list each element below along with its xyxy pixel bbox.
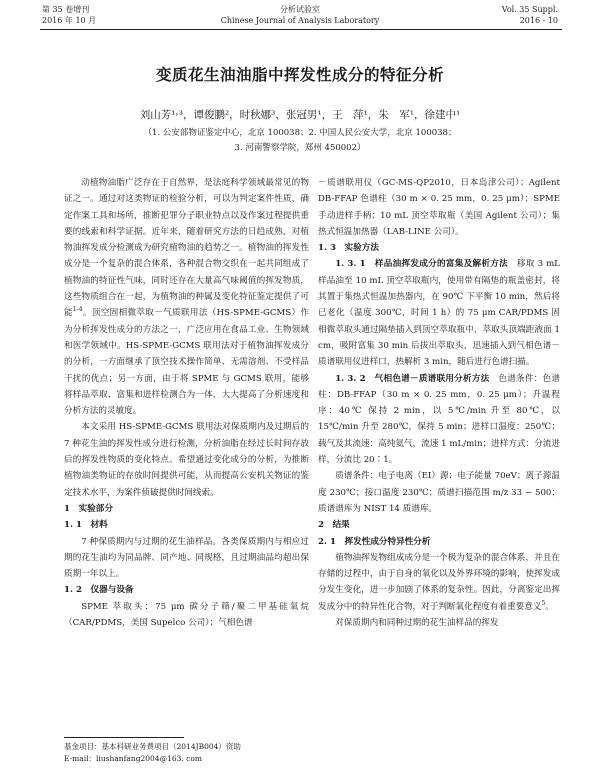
right-column [318,175,560,631]
header-journal-en: Chinese Journal of Analysis Laboratory [220,16,380,25]
footnote-funding: 基金项目：基本科研业务费项目（2014JB004）资助 [64,742,241,751]
header-divider [40,29,562,30]
header-issue-date: 2016 - 10 [519,16,558,25]
header-volume-line: 第 35 卷增刊 [42,5,90,14]
header-date-line: 2016 年 10 月 [42,16,97,25]
materials-paragraph: 7 种保质期内与过期的花生油样品。各类保质期内与相应过期的花生油均为同品牌、同产地、同规格，且过期油品均超出保质期一年以上。 [64,536,309,580]
subsection-heading-instruments: 1. 2 仪器与设备 [64,585,134,596]
ms-conditions-paragraph: 质谱条件：电子电离（EI）源；电子能量 70eV；离子源温度 230℃；接口温度 230℃；质谱扫描范围 m/z 33 ~ 500；质谱谱库为 NIST 14 质谱库。 [318,471,560,514]
method-gcms-paragraph [318,371,560,469]
affiliation-line-1: （1. 公安部物证鉴定中心，北京 100038；2. 中国人民公安大学，北京 100038； [143,128,457,138]
method-enrichment-title: 1. 3. 1 样品油挥发成分的富集及解析方法 [335,259,508,270]
subsection-heading-specificity: 2. 1 挥发性成分特异性分析 [318,536,431,547]
header-issue-line: Vol. 35 Suppl. [501,5,558,14]
intro-paragraph [64,175,309,419]
intro-text-tail: 。顶空固相微萃取－气质联用法（HS-SPME-GCMS）作为分析挥发性成分的方法之一，广泛应用在食品工业、生物领域和医学领域中。HS-SPME-GCMS 联用法对于植物油挥发成分的分析，一方面继承了顶空技术操作简单、无需溶剂、不受样品干扰的优点；另一方面，由于将 SPME 与 GCMS 联用，能够将样品萃取、富集和进样检测合为一体，大大提高了分析速度和分析方法的灵敏度。 [64,308,309,417]
affiliation-line-2: 3. 河南警察学院，郑州 450002） [234,143,366,153]
header-journal-cn: 分析试验室 [280,5,320,14]
comparison-paragraph: 对保质期内和同种过期的花生油样品的挥发 [335,618,499,629]
method-gcms-text: 色谱条件：色谱柱：DB-FFAP（30 m × 0. 25 mm，0. 25 μm）；升温程序：40℃ 保持 2 min，以 5℃/min 升至 80℃，以 15℃/min 升至 280℃，保持 5 min；进样口温度：250℃；载气及其流速：高纯氦气，流速 1 mL/min；进样方式：分流进样，分流比 20∶1。 [318,373,560,466]
method-enrichment-paragraph [318,256,560,370]
subsection-heading-methods: 1. 3 实验方法 [318,243,379,254]
specificity-paragraph [318,550,560,615]
section-heading-results: 2 结果 [318,520,350,531]
instruments-continued: －质谱联用仪（GC-MS-QP2010，日本岛津公司）；Agilent DB-FFAP 色谱柱（30 m × 0. 25 mm，0. 25 μm）；SPME 手动进样手柄；10 mL 顶空萃取瓶（美国 Agilent 公司）；集热式恒温加热器（LAB-LINE 公司）。 [318,178,560,237]
aim-paragraph: 本文采用 HS-SPME-GCMS 联用法对保质期内及过期后的 7 种花生油的挥发性成分进行检测，分析油脂在经过长时间存放后的挥发性物质的变化特点。希望通过变化成分的分析，为推断植物油类物证的存放时间提供可能，从而提高公安机关物证的鉴定技术水平，为案件侦破提供时间线索。 [64,422,309,498]
left-column [64,175,309,631]
paper-title: 变质花生油油脂中挥发性成分的特征分析 [155,65,444,84]
citation-ref: 1-4 [72,306,83,314]
author-list: 刘山芳¹˒³，谭俊鹏²，时秋娜³，张冠男¹，王 萍¹，朱 军¹，徐建中¹ [139,109,461,121]
specificity-text-tail: 。 [545,601,554,612]
subsection-heading-materials: 1. 1 材料 [64,520,108,531]
intro-text: 动植物油脂广泛存在于自然界，是法庭科学领域最常见的物证之一。通过对这类物证的检验分析，可以为判定案件性质，确定作案工具和场所，推断犯罪分子职业特点以及作案过程提供重要的线索和科学证据。近年来，随着研究方法的日趋成熟，对植物油挥发成分检测成为研究植物油的趋势之一。植物油的挥发性成分是一个复杂的混合体系，各种混合物交织在一起共同组成了植物油的特征性气味，同时还存在大量高气味阈值的挥发物质，这些物质组合在一起，为植物油的种属及变化特征鉴定提供了可能 [64,178,309,319]
method-enrichment-text: 移取 3 mL 样品油至 10 mL 顶空萃取瓶内，使用带有隔垫的瓶盖密封，将其置于集热式恒温加热器内，在 90℃ 下平衡 10 min，然后将已老化（温度 300℃，时间 1 h）的 75 μm CAR/PDMS 固相微萃取头通过隔垫插入到顶空萃取瓶中，萃取头顶端距液面 1 cm，吸附富集 30 min 后拔出萃取头，迅速插入到气相色谱－质谱联用仪进样口，热解析 3 min，随后进行色谱扫描。 [318,259,560,368]
citation-ref-5: 5 [541,599,546,607]
method-gcms-title: 1. 3. 2 气相色谱－质谱联用分析方法 [335,373,490,384]
header-issue [502,4,558,26]
footnote-email: E-mail：liushanfang2004@163. com [64,754,203,763]
instruments-paragraph: SPME 萃取头：75 μm 碳分子筛/聚二甲基硅氧烷（CAR/PDMS，美国 Supelco 公司）；气相色谱 [64,601,309,629]
specificity-text: 植物油挥发物组成成分是一个极为复杂的混合体系，并且在存储的过程中，由于自身的氧化以及外界环境的影响，使挥发成分发生变化，进一步加剧了体系的复杂性。因此，分离鉴定出挥发成分中的特异性化合物，对于判断氧化程度有着重要意义 [318,552,560,612]
section-heading-experiment: 1 实验部分 [64,503,113,514]
footnote-divider [64,737,184,738]
